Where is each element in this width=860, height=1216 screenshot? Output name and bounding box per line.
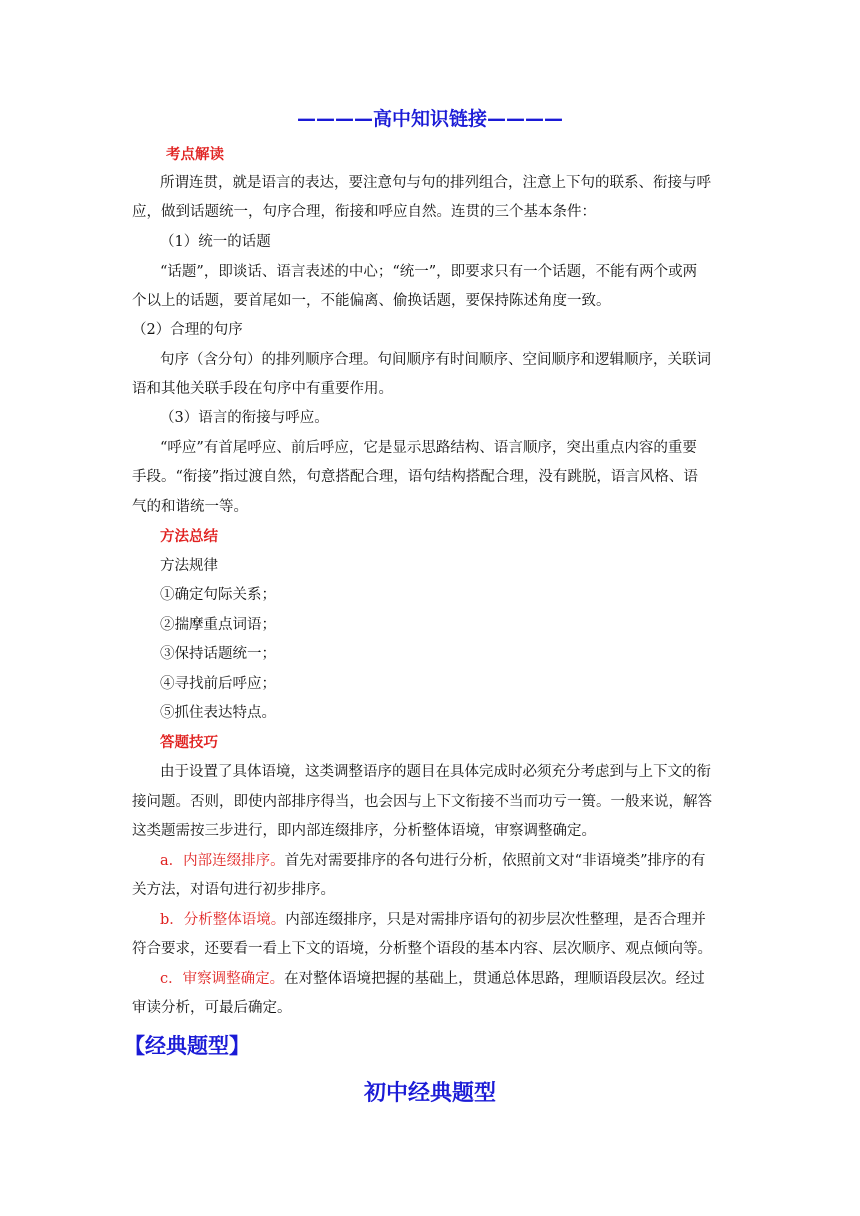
paragraph-line: “话题”，即谈话、语言表述的中心；“统一”，即要求只有一个话题，不能有两个或两 bbox=[160, 264, 698, 280]
step-label: b．分析整体语境。 bbox=[160, 912, 286, 928]
list-item: ①确定句际关系； bbox=[160, 587, 276, 603]
paragraph-line: 接问题。否则，即使内部排序得当，也会因与上下文衔接不当而功亏一篑。一般来说，解答 bbox=[132, 794, 712, 810]
paragraph-line: 应，做到话题统一，句序合理，衔接和呼应自然。连贯的三个基本条件： bbox=[132, 204, 596, 220]
paragraph-line: 由于设置了具体语境，这类调整语序的题目在具体完成时必须充分考虑到与上下文的衔 bbox=[160, 764, 711, 780]
paragraph-line: 气的和谐统一等。 bbox=[132, 499, 248, 515]
list-item: ②揣摩重点词语； bbox=[160, 617, 276, 633]
paragraph-line: “呼应”有首尾呼应、前后呼应，它是显示思路结构、语言顺序，突出重点内容的重要 bbox=[160, 440, 697, 456]
step-label: c．审察调整确定。 bbox=[160, 971, 285, 987]
paragraph-line: 符合要求，还要看一看上下文的语境，分析整个语段的基本内容、层次顺序、观点倾向等。 bbox=[132, 941, 712, 957]
paragraph-line: 审读分析，可最后确定。 bbox=[132, 1000, 292, 1016]
paragraph-line: 所谓连贯，就是语言的表达，要注意句与句的排列组合，注意上下句的联系、衔接与呼 bbox=[160, 175, 711, 191]
paragraph-line: 关方法，对语句进行初步排序。 bbox=[132, 882, 335, 898]
list-item-heading: （3）语言的衔接与呼应。 bbox=[160, 410, 329, 426]
list-item-heading: （1）统一的话题 bbox=[160, 234, 271, 250]
list-item: ④寻找前后呼应； bbox=[160, 676, 276, 692]
step-b bbox=[160, 910, 760, 930]
subtitle-chuzhong: 初中经典题型 bbox=[363, 1081, 496, 1106]
section-heading-dati: 答题技巧 bbox=[160, 735, 218, 751]
paragraph-line: 手段。“衔接”指过渡自然，句意搭配合理，语句结构搭配合理，没有跳脱，语言风格、语 bbox=[132, 469, 698, 485]
step-c bbox=[160, 969, 760, 989]
page-title: ————高中知识链接———— bbox=[296, 108, 563, 130]
step-text: 首先对需要排序的各句进行分析，依照前文对“非语境类”排序的有 bbox=[284, 853, 706, 869]
section-heading-kaodian: 考点解读 bbox=[166, 147, 224, 163]
paragraph-line: 语和其他关联手段在句序中有重要作用。 bbox=[132, 381, 393, 397]
section-heading-fangfa: 方法总结 bbox=[160, 529, 218, 545]
section-heading-jingdian: 【经典题型】 bbox=[124, 1034, 250, 1058]
list-item-heading: （2）合理的句序 bbox=[132, 322, 243, 338]
list-item: ③保持话题统一； bbox=[160, 646, 276, 662]
paragraph-line: 个以上的话题，要首尾如一，不能偏离、偷换话题，要保持陈述角度一致。 bbox=[132, 293, 611, 309]
step-label: a．内部连缀排序。 bbox=[160, 853, 285, 869]
list-item: ⑤抓住表达特点。 bbox=[160, 705, 276, 721]
step-text: 内部连缀排序，只是对需排序语句的初步层次性整理，是否合理并 bbox=[285, 912, 706, 928]
paragraph-line: 这类题需按三步进行，即内部连缀排序，分析整体语境，审察调整确定。 bbox=[132, 823, 596, 839]
subheading: 方法规律 bbox=[160, 558, 218, 574]
step-a bbox=[160, 851, 760, 871]
paragraph-line: 句序（含分句）的排列顺序合理。句间顺序有时间顺序、空间顺序和逻辑顺序，关联词 bbox=[160, 352, 711, 368]
step-text: 在对整体语境把握的基础上，贯通总体思路，理顺语段层次。经过 bbox=[284, 971, 705, 987]
